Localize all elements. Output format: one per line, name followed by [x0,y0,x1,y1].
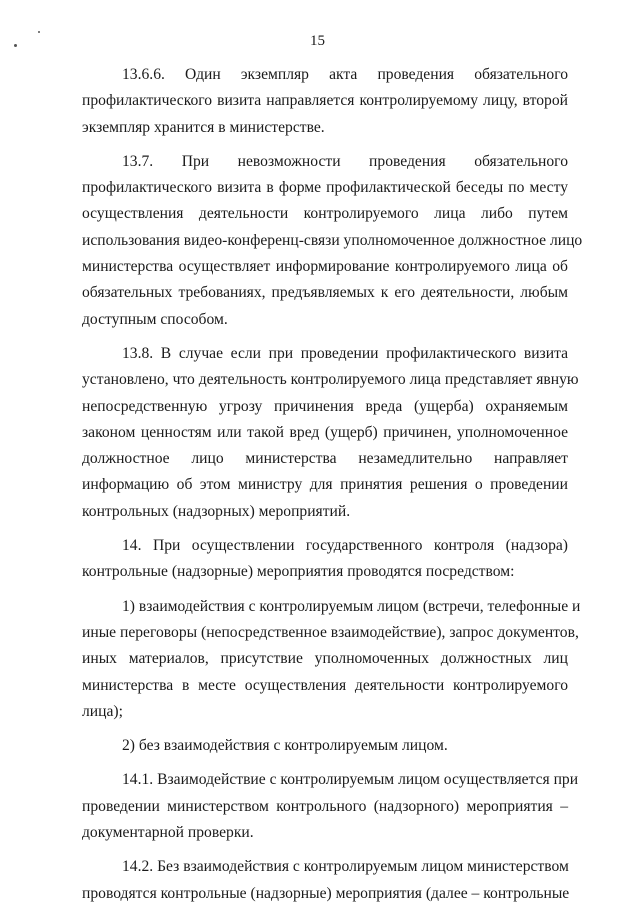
paragraph-13-8 [82,341,579,525]
paragraph-14-item-2 [82,733,568,759]
text-line: 14. При осуществлении государственного контроля (надзора) [122,537,568,555]
text-line: иные переговоры (непосредственное взаимодействие), запрос документов, [82,623,579,641]
text-line: профилактического визита в форме профилактической беседы по месту [82,179,568,197]
paragraph-13-7 [82,149,583,333]
text-line: министерства осуществляет информирование контролируемого лица об [82,258,568,276]
text-line: законом ценностям или такой вред (ущерб) причинен, уполномоченное [82,423,568,441]
text-line: 14.2. Без взаимодействия с контролируемым лицом министерством [122,858,569,876]
document-body [82,62,583,907]
text-line: проводятся контрольные (надзорные) мероприятия (далее – контрольные [82,884,570,902]
text-line: непосредственную угрозу причинения вреда (ущерба) охраняемым [82,397,568,415]
text-line: иных материалов, присутствие уполномоченных должностных лиц [82,650,568,668]
paragraph-14 [82,533,568,586]
text-line: доступным способом. [82,310,228,328]
paragraph-13-6-6 [82,62,568,141]
text-line: контрольных (надзорных) мероприятий. [82,502,351,520]
text-line: осуществления деятельности контролируемого лица либо путем [82,205,568,223]
text-line: обязательных требованиях, предъявляемых к его деятельности, любым [82,284,568,302]
text-line: использования видео-конференц-связи уполномоченное должностное лицо [82,231,583,249]
text-line: 14.1. Взаимодействие с контролируемым лицом осуществляется при [122,771,579,789]
paragraph-14-1 [82,767,579,846]
text-line: установлено, что деятельность контролируемого лица представляет явную [82,371,579,389]
text-line: 1) взаимодействия с контролируемым лицом (встречи, телефонные и [122,597,581,615]
text-line: 2) без взаимодействия с контролируемым лицом. [122,737,448,755]
scan-speck [14,44,17,47]
scan-speck [38,31,40,33]
text-line: информацию об этом министру для принятия решения о проведении [82,476,568,494]
text-line: министерства в месте осуществления деятельности контролируемого [82,676,568,694]
text-line: 13.8. В случае если при проведении профилактического визита [122,344,568,362]
paragraph-14-item-1 [82,594,581,725]
page-number: 15 [310,33,325,49]
text-line: контрольные (надзорные) мероприятия проводятся посредством: [82,563,515,581]
text-line: должностное лицо министерства незамедлительно направляет [82,450,568,468]
text-line: экземпляр хранится в министерстве. [82,118,325,136]
text-line: документарной проверки. [82,824,254,842]
paragraph-14-2 [82,854,568,907]
text-line: 13.6.6. Один экземпляр акта проведения обязательного [122,66,568,83]
text-line: проведении министерством контрольного (надзорного) мероприятия – [82,797,568,815]
text-line: 13.7. При невозможности проведения обязательного [122,152,568,170]
text-line: профилактического визита направляется контролируемому лицу, второй [82,92,568,110]
text-line: лица); [82,702,123,720]
